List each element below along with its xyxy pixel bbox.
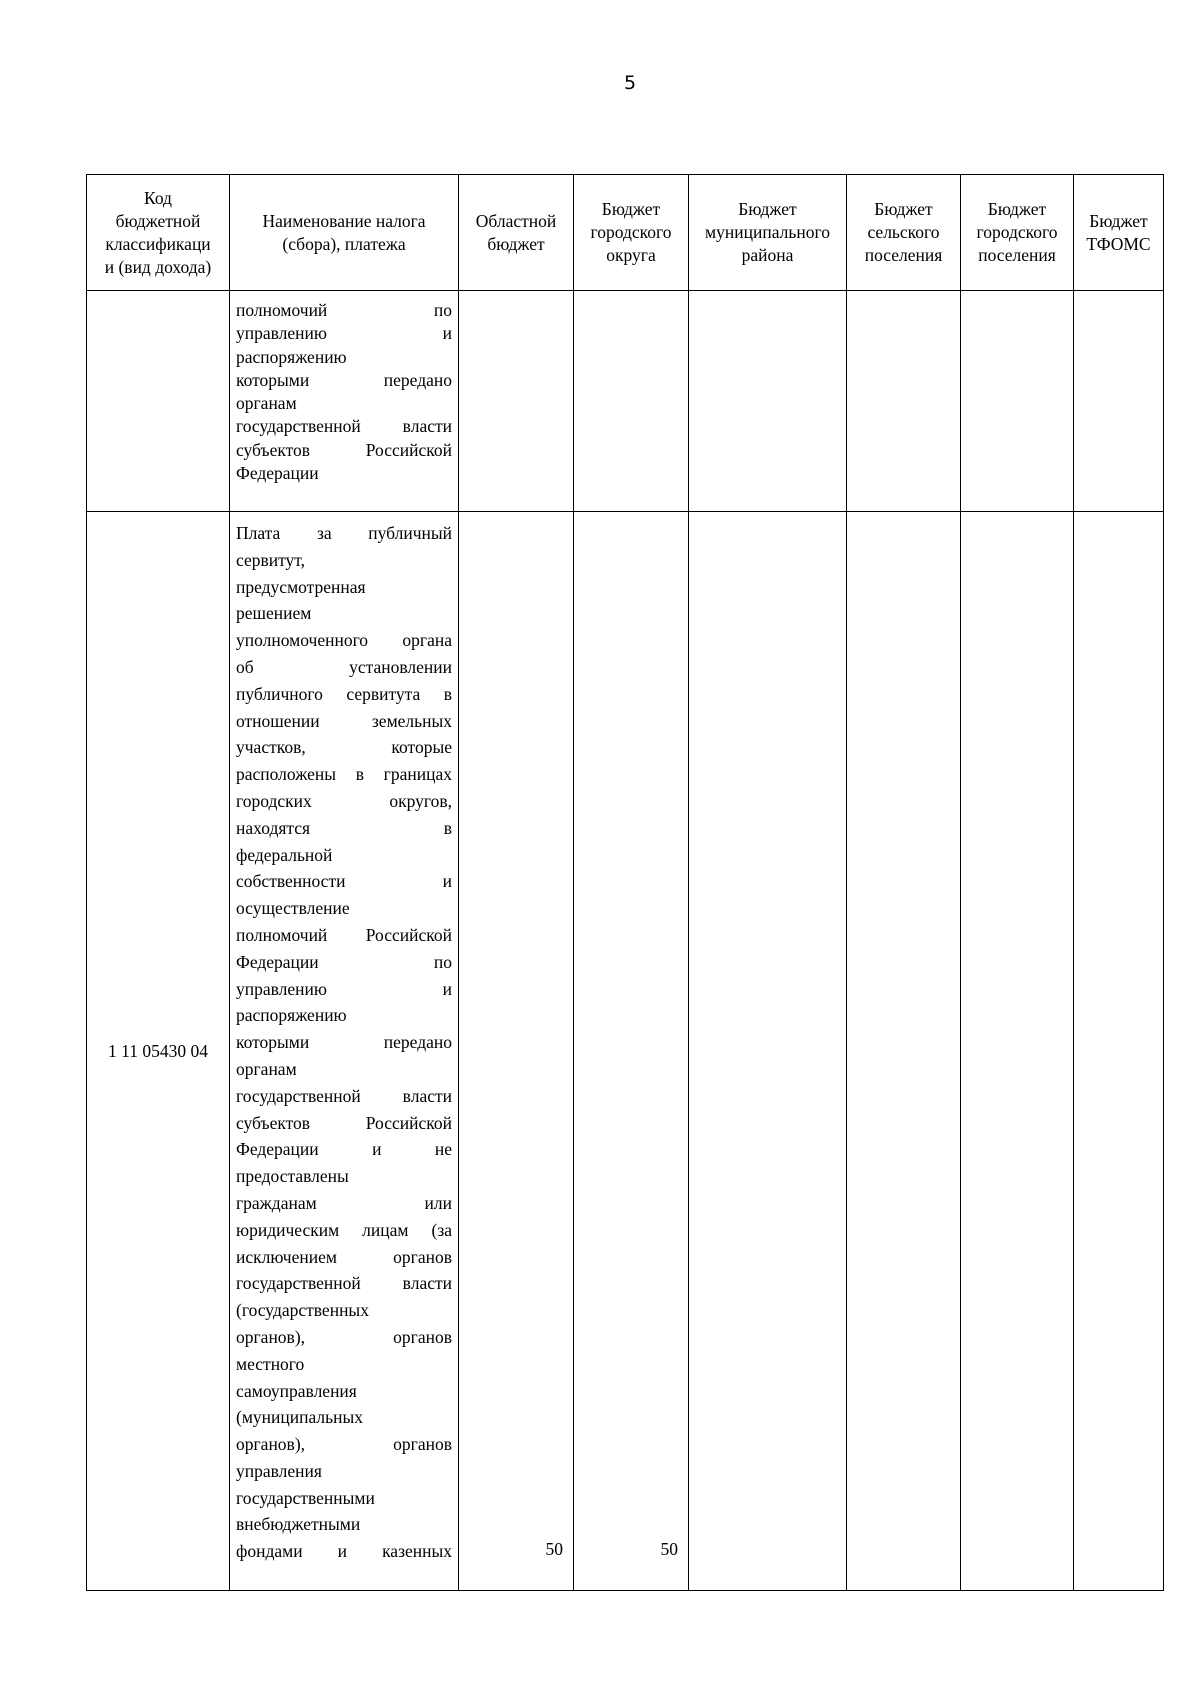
name-line: федеральной [236,844,333,865]
row-urban-settlement-value [961,291,1074,512]
name-line: внебюджетными [236,1514,361,1535]
table-row [87,291,1164,512]
name-line: (государственных [236,1300,369,1321]
row-regional-value [459,291,574,512]
name-line: органов), органов [236,1326,452,1347]
name-line: Федерации и не [236,1139,452,1160]
row-name [230,512,459,1591]
row-name [230,291,459,512]
name-line: которыми передано [236,369,452,390]
name-line: публичного сервитута в [236,683,452,704]
name-line: государственной власти [236,1273,452,1294]
row-tfoms-value [1074,512,1164,1591]
name-line: Федерации по [236,951,452,972]
name-line: (муниципальных [236,1407,363,1428]
header-code: Код бюджетной классификаци и (вид дохода) [87,175,230,291]
name-line: распоряжению [236,1005,347,1026]
name-line: управлению и [236,978,452,999]
table-header-row [87,175,1164,291]
name-line: участков, которые [236,737,452,758]
name-line: органов), органов [236,1434,452,1455]
name-line: управления [236,1460,322,1481]
header-municipal-district-budget: Бюджет муниципального района [689,175,847,291]
name-line: уполномоченного органа [236,630,452,651]
name-line: сервитут, [236,549,306,570]
row-municipal-district-value [689,512,847,1591]
row-code: 1 11 05430 04 [87,512,230,1591]
row-municipal-district-value [689,291,847,512]
name-line: предусмотренная [236,576,366,597]
name-line: Плата за публичный [236,523,452,543]
row-tfoms-value [1074,291,1164,512]
name-line: предоставлены [236,1166,349,1187]
name-line: которыми передано [236,1032,452,1053]
name-line: об установлении [236,656,452,677]
name-line: субъектов Российской [236,439,452,460]
header-rural-settlement-budget: Бюджет сельского поселения [847,175,961,291]
name-line: органам [236,1058,297,1079]
page-number: 5 [623,72,637,94]
name-line: распоряжению [236,346,347,367]
table-row [87,512,1164,1591]
name-line: собственности и [236,871,452,892]
name-line: государственными [236,1487,375,1508]
header-name: Наименование налога (сбора), платежа [230,175,459,291]
header-urban-settlement-budget: Бюджет городского поселения [961,175,1074,291]
name-line: местного [236,1353,305,1374]
row-regional-value: 50 [459,512,574,1591]
row-urban-settlement-value [961,512,1074,1591]
name-line: городских округов, [236,790,452,811]
name-line: государственной власти [236,1085,452,1106]
header-regional-budget: Областной бюджет [459,175,574,291]
name-line: находятся в [236,817,452,838]
row-rural-settlement-value [847,291,961,512]
name-line: решением [236,603,312,624]
name-line: полномочий по [236,300,452,320]
budget-revenue-table [86,174,1164,1591]
name-line: самоуправления [236,1380,357,1401]
row-city-district-value: 50 [574,512,689,1591]
name-line: государственной власти [236,416,452,437]
row-city-district-value [574,291,689,512]
header-tfoms-budget: Бюджет ТФОМС [1074,175,1164,291]
name-line: юридическим лицам (за [236,1219,452,1240]
name-line: отношении земельных [236,710,452,731]
row-rural-settlement-value [847,512,961,1591]
name-line: гражданам или [236,1192,452,1213]
name-line: фондами и казенных [236,1541,452,1562]
name-line: управлению и [236,323,452,344]
header-city-district-budget: Бюджет городского округа [574,175,689,291]
name-line: исключением органов [236,1246,452,1267]
name-line: расположены в границах [236,764,452,785]
name-line: Федерации [236,463,319,484]
name-line: полномочий Российской [236,924,452,945]
name-line: осуществление [236,898,350,919]
name-line: органам [236,393,297,414]
name-line: субъектов Российской [236,1112,452,1133]
row-code [87,291,230,512]
